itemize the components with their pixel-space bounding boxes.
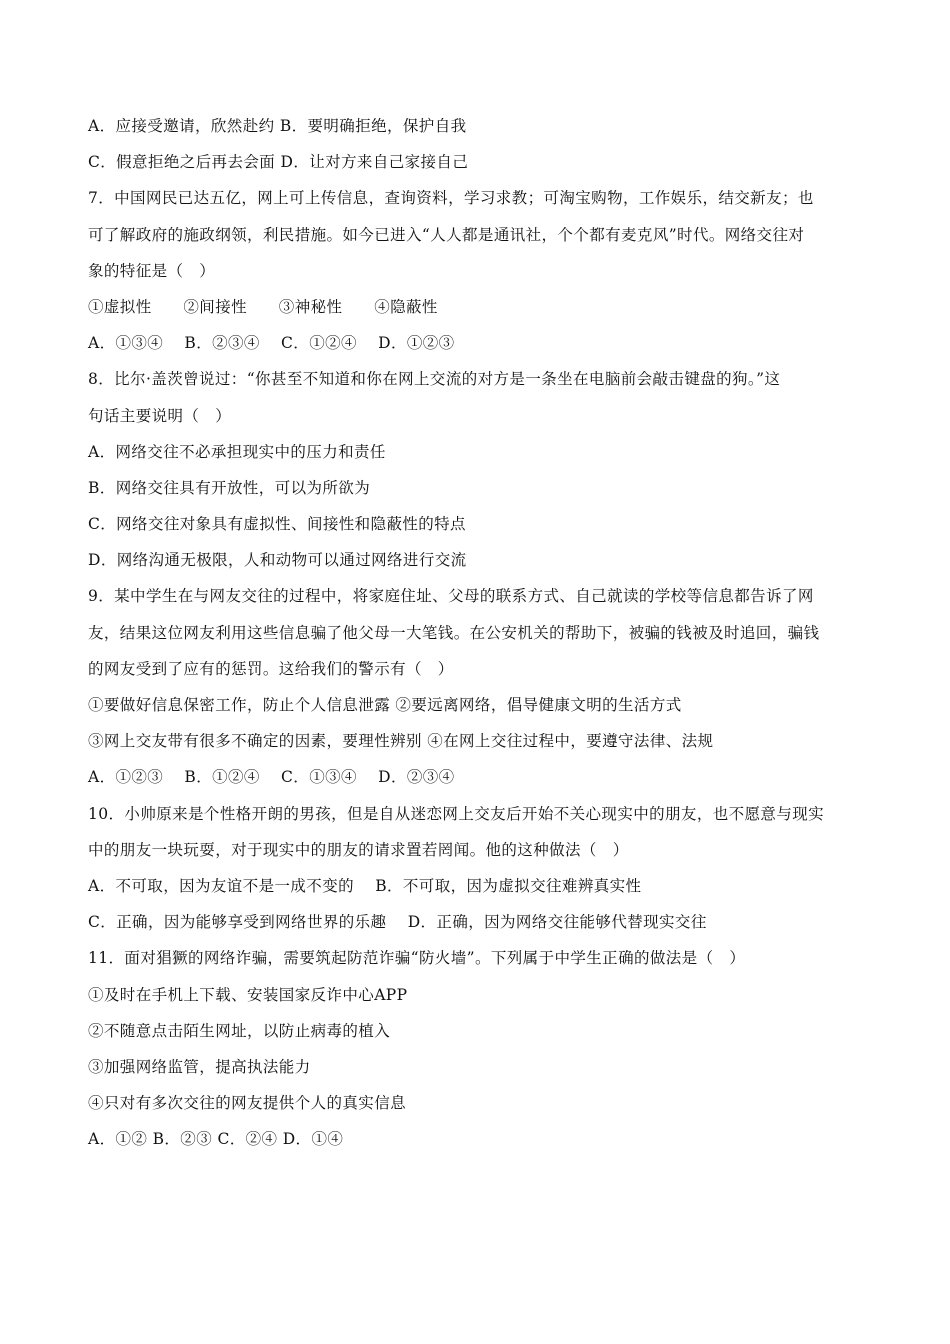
q8-option-a: A．网络交往不必承担现实中的压力和责任 xyxy=(88,442,386,461)
q9-stem-line-1: 9．某中学生在与网友交往的过程中，将家庭住址、父母的联系方式、自己就读的学校等信息都告诉了网 xyxy=(88,587,814,606)
exam-page xyxy=(88,108,868,1157)
q10-options-cd: C．正确，因为能够享受到网络世界的乐趣 D．正确，因为网络交往能够代替现实交往 xyxy=(88,913,707,932)
q10-stem-line-2: 中的朋友一块玩耍，对于现实中的朋友的请求置若罔闻。他的这种做法（ ） xyxy=(88,840,629,859)
q9-statements-3-4: ③网上交友带有很多不确定的因素，要理性辨别 ④在网上交往过程中，要遵守法律、法规 xyxy=(88,732,714,751)
q11-statement-3: ③加强网络监管，提高执法能力 xyxy=(88,1057,311,1076)
q11-statement-4: ④只对有多次交往的网友提供个人的真实信息 xyxy=(88,1094,407,1113)
q8-stem-line-1: 8．比尔·盖茨曾说过：“你甚至不知道和你在网上交流的对方是一条坐在电脑前会敲击键盘的狗。”这 xyxy=(88,370,781,389)
q6-options-ab: A．应接受邀请，欣然赴约 B．要明确拒绝，保护自我 xyxy=(88,117,467,135)
q8-stem-line-2: 句话主要说明（ ） xyxy=(88,406,232,425)
q9-stem-line-3: 的网友受到了应有的惩罚。这给我们的警示有（ ） xyxy=(88,659,454,678)
q11-stem: 11．面对猖獗的网络诈骗，需要筑起防范诈骗“防火墙”。下列属于中学生正确的做法是（ ） xyxy=(88,949,746,968)
q9-statements-1-2: ①要做好信息保密工作，防止个人信息泄露 ②要远离网络，倡导健康文明的生活方式 xyxy=(88,696,682,714)
q7-stem-line-2: 可了解政府的施政纲领，利民措施。如今已进入“人人都是通讯社，个个都有麦克风”时代。网络交往对 xyxy=(88,225,805,244)
q6-options-cd: C．假意拒绝之后再去会面 D．让对方来自己家接自己 xyxy=(88,153,469,172)
q9-options: A．①②③ B．①②④ C．①③④ D．②③④ xyxy=(88,768,455,787)
q9-stem-line-2: 友，结果这位网友利用这些信息骗了他父母一大笔钱。在公安机关的帮助下，被骗的钱被及时追回，骗钱 xyxy=(88,623,820,642)
q8-option-d: D．网络沟通无极限，人和动物可以通过网络进行交流 xyxy=(88,551,467,570)
q7-stem-line-3: 象的特征是（ ） xyxy=(88,261,216,280)
q11-options: A．①② B．②③ C．②④ D．①④ xyxy=(88,1130,344,1149)
q11-statement-2: ②不随意点击陌生网址，以防止病毒的植入 xyxy=(88,1021,391,1040)
q8-option-b: B．网络交往具有开放性，可以为所欲为 xyxy=(88,478,371,497)
q10-options-ab: A．不可取，因为友谊不是一成不变的 B．不可取，因为虚拟交往难辨真实性 xyxy=(88,876,642,895)
q11-statement-1: ①及时在手机上下载、安装国家反诈中心APP xyxy=(88,985,408,1004)
q10-stem-line-1: 10．小帅原来是个性格开朗的男孩，但是自从迷恋网上交友后开始不关心现实中的朋友，也不愿意与现实 xyxy=(88,804,825,823)
q7-stem-line-1: 7．中国网民已达五亿，网上可上传信息，查询资料，学习求教；可淘宝购物，工作娱乐，结交新友；也 xyxy=(88,189,814,208)
q7-options: A．①③④ B．②③④ C．①②④ D．①②③ xyxy=(88,334,455,353)
q8-option-c: C．网络交往对象具有虚拟性、间接性和隐蔽性的特点 xyxy=(88,515,466,534)
q7-statements: ①虚拟性 ②间接性 ③神秘性 ④隐蔽性 xyxy=(88,297,438,316)
